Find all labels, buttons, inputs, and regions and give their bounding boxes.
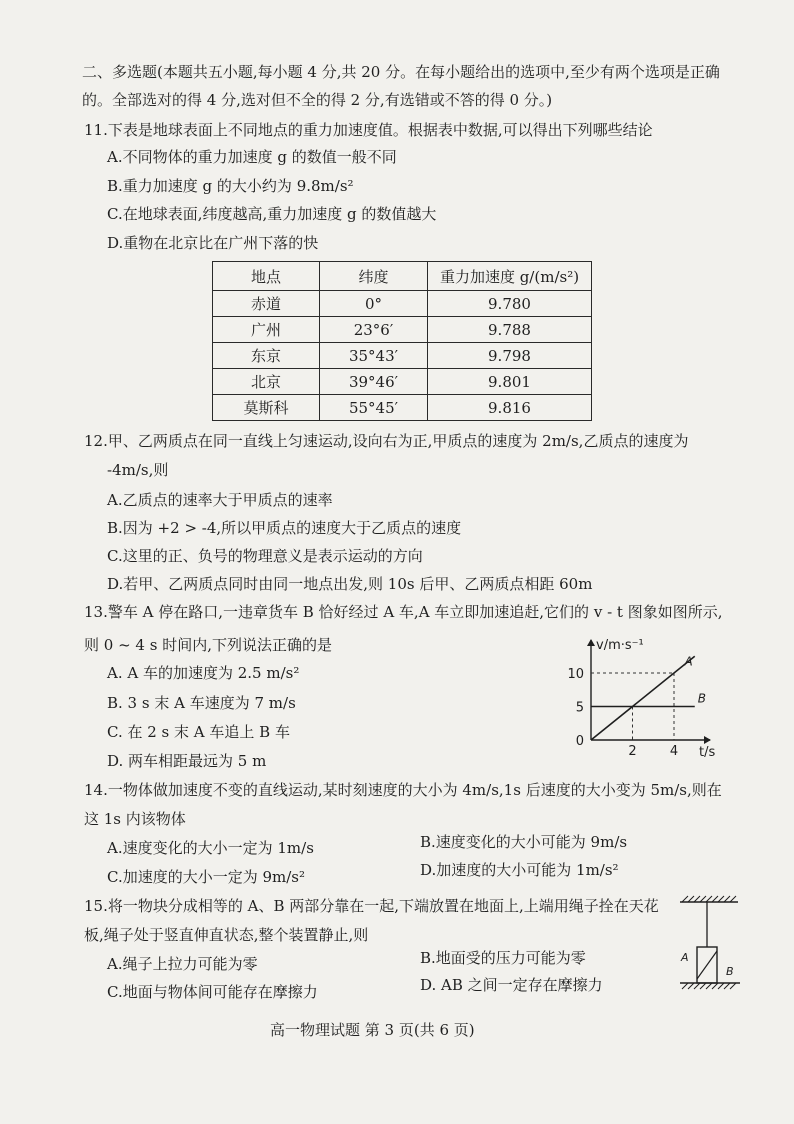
q15-option-a: A.绳子上拉力可能为零 [107,955,258,973]
header-location: 地点 [213,262,320,291]
section-heading-line-2: 的。全部选对的得 4 分,选对但不全的得 2 分,有选错或不答的得 0 分。) [82,91,553,109]
q12-option-c: C.这里的正、负号的物理意义是表示运动的方向 [107,547,423,565]
cell-latitude: 39°46′ [320,369,428,395]
cell-latitude: 55°45′ [320,395,428,421]
table-row [213,291,592,317]
cell-location: 赤道 [213,291,320,317]
table-row [213,369,592,395]
q14-stem-line-1: 14.一物体做加速度不变的直线运动,某时刻速度的大小为 4m/s,1s 后速度的大小变为 5m/s,则在 [84,781,722,799]
section-heading-line-1: 二、多选题(本题共五小题,每小题 4 分,共 20 分。在每小题给出的选项中,至少有两个选项是正确 [82,63,720,81]
vt-graph [567,630,730,765]
q15-option-b: B.地面受的压力可能为零 [420,949,586,967]
q11-option-d: D.重物在北京比在广州下落的快 [107,234,319,252]
q15-stem-line-1: 15.将一物块分成相等的 A、B 两部分靠在一起,下端放置在地面上,上端用绳子拴在天花 [84,897,659,915]
header-latitude: 纬度 [320,262,428,291]
q13-stem-line-2: 则 0 ~ 4 s 时间内,下列说法正确的是 [84,636,332,654]
q14-option-d: D.加速度的大小可能为 1m/s² [420,861,619,879]
q13-stem-line-1: 13.警车 A 停在路口,一违章货车 B 恰好经过 A 车,A 车立即加速追赶,它们的 v - t 图象如图所示, [84,603,723,621]
table-head [213,262,592,291]
q15-stem-line-2: 板,绳子处于竖直伸直状态,整个装置静止,则 [84,926,369,944]
q14-option-b: B.速度变化的大小可能为 9m/s [420,833,628,851]
y-tick-label: 5 [575,700,584,716]
q11-option-c: C.在地球表面,纬度越高,重力加速度 g 的数值越大 [107,205,437,223]
q11-stem: 11.下表是地球表面上不同地点的重力加速度值。根据表中数据,可以得出下列哪些结论 [84,121,653,139]
block-label-b: B [726,965,734,978]
cell-location: 莫斯科 [213,395,320,421]
gravity-acceleration-table [212,261,592,421]
page-footer: 高一物理试题 第 3 页(共 6 页) [270,1021,475,1039]
q13-option-c: C. 在 2 s 末 A 车追上 B 车 [107,723,290,741]
cell-gravity: 9.798 [428,343,592,369]
block-label-a: A [681,951,689,964]
cell-gravity: 9.816 [428,395,592,421]
ceiling-hatch [682,896,736,902]
header-gravity: 重力加速度 g/(m/s²) [428,262,592,291]
q11-option-b: B.重力加速度 g 的大小约为 9.8m/s² [107,177,354,195]
x-tick-label: 4 [669,744,679,759]
table-row [213,395,592,421]
table-row [213,343,592,369]
q13-option-d: D. 两车相距最远为 5 m [107,752,267,770]
cell-gravity: 9.788 [428,317,592,343]
q15-option-d: D. AB 之间一定存在摩擦力 [420,976,603,994]
cell-gravity: 9.780 [428,291,592,317]
series-label-a: A [684,654,693,669]
rope-block-diagram [672,893,748,997]
cell-latitude: 0° [320,291,428,317]
cell-location: 广州 [213,317,320,343]
q14-option-c: C.加速度的大小一定为 9m/s² [107,868,306,886]
q12-stem-line-1: 12.甲、乙两质点在同一直线上匀速运动,设向右为正,甲质点的速度为 2m/s,乙质点的速度为 [84,432,689,450]
q11-option-a: A.不同物体的重力加速度 g 的数值一般不同 [107,148,397,166]
table-body [213,291,592,421]
x-tick-label: 2 [628,744,637,759]
q12-stem-line-2: -4m/s,则 [107,461,169,479]
cell-location: 北京 [213,369,320,395]
block-split-line [697,951,717,979]
origin-label: 0 [575,734,584,749]
q14-stem-line-2: 这 1s 内该物体 [84,810,186,828]
q15-option-c: C.地面与物体间可能存在摩擦力 [107,983,318,1001]
y-axis-label: v/m·s⁻¹ [596,638,644,653]
series-line-a [591,656,695,740]
q12-option-b: B.因为 +2 > -4,所以甲质点的速度大于乙质点的速度 [107,519,462,537]
cell-latitude: 35°43′ [320,343,428,369]
q12-option-d: D.若甲、乙两质点同时由同一地点出发,则 10s 后甲、乙两质点相距 60m [107,575,593,593]
table-row [213,317,592,343]
q12-option-a: A.乙质点的速率大于甲质点的速率 [107,491,333,509]
cell-gravity: 9.801 [428,369,592,395]
series-label-b: B [697,691,706,706]
q13-option-a: A. A 车的加速度为 2.5 m/s² [107,664,300,682]
x-axis-label: t/s [699,745,716,760]
q13-option-b: B. 3 s 末 A 车速度为 7 m/s [107,694,296,712]
floor-hatch [682,983,736,989]
table-header-row [213,262,592,291]
cell-latitude: 23°6′ [320,317,428,343]
q14-option-a: A.速度变化的大小一定为 1m/s [107,839,314,857]
y-tick-label: 10 [567,667,584,682]
cell-location: 东京 [213,343,320,369]
